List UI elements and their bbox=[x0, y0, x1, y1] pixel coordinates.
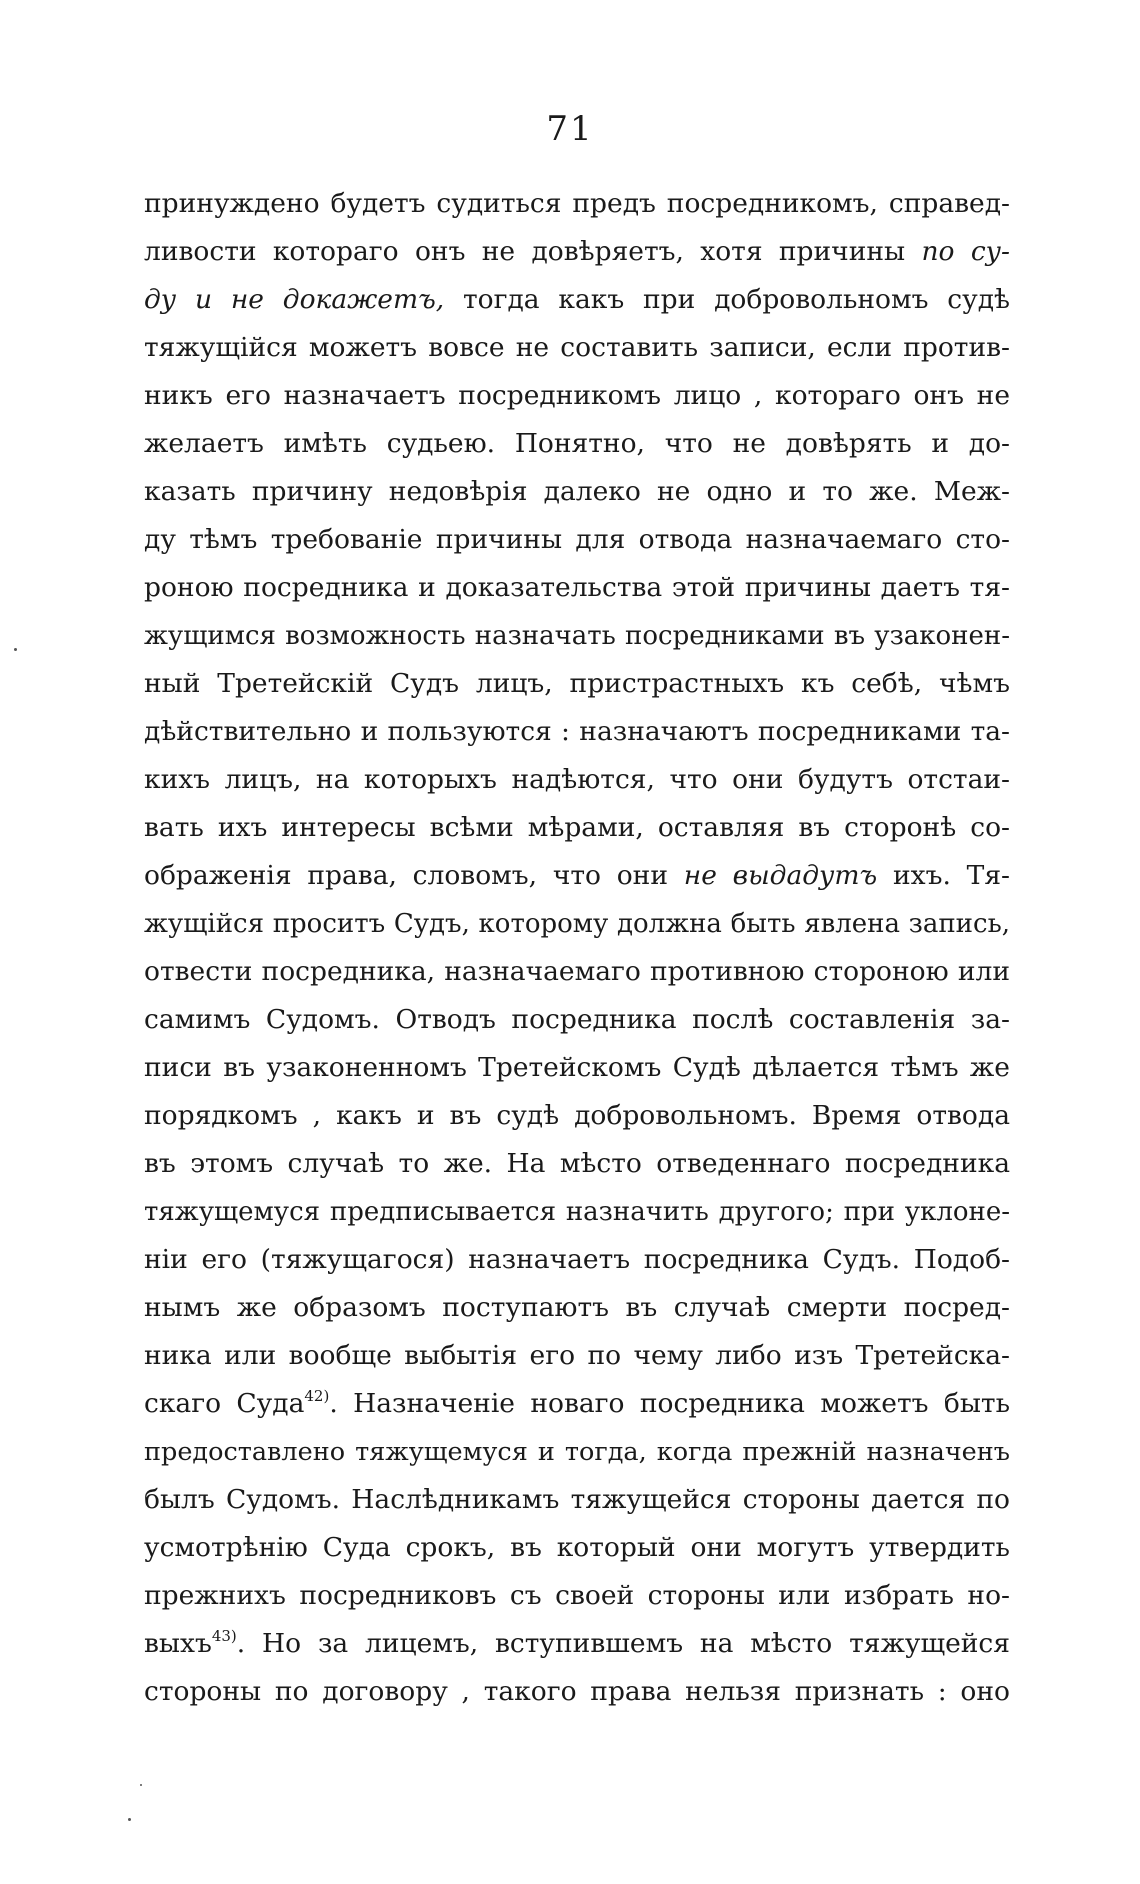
text-segment: ника или вообще выбытія его по чему либо изъ Третейска- bbox=[144, 1340, 1010, 1371]
text-segment: кихъ лицъ, на которыхъ надѣются, что они будутъ отстаи- bbox=[144, 764, 1010, 795]
text-line bbox=[144, 1524, 1010, 1572]
text-segment: тогда какъ при добровольномъ судѣ bbox=[444, 284, 1010, 315]
text-segment: самимъ Судомъ. Отводъ посредника послѣ составленія за- bbox=[144, 1004, 1010, 1035]
text-line bbox=[144, 852, 1010, 900]
text-line bbox=[144, 564, 1010, 612]
text-line bbox=[144, 1188, 1010, 1236]
text-segment: ливости котораго онъ не довѣряетъ, хотя причины bbox=[144, 236, 922, 267]
text-line bbox=[144, 660, 1010, 708]
text-line bbox=[144, 1140, 1010, 1188]
text-segment: желаетъ имѣть судьею. Понятно, что не довѣрять и до- bbox=[144, 428, 1010, 459]
margin-speck bbox=[128, 1818, 131, 1821]
text-segment: нымъ же образомъ поступаютъ въ случаѣ смерти посред- bbox=[144, 1292, 1010, 1323]
margin-speck bbox=[14, 648, 17, 651]
text-line bbox=[144, 1044, 1010, 1092]
text-segment: порядкомъ , какъ и въ судѣ добровольномъ. Время отвода bbox=[144, 1100, 1010, 1131]
text-line bbox=[144, 996, 1010, 1044]
text-line bbox=[144, 1572, 1010, 1620]
footnote-marker: 42) bbox=[304, 1387, 330, 1405]
text-line bbox=[144, 708, 1010, 756]
text-segment: жущимся возможность назначать посредниками въ узаконен- bbox=[144, 621, 1010, 651]
text-line bbox=[144, 1092, 1010, 1140]
italic-text: не выдадутъ bbox=[683, 860, 878, 891]
text-segment: отвести посредника, назначаемаго противною стороною или bbox=[144, 956, 1010, 987]
text-segment: выхъ bbox=[144, 1628, 212, 1659]
text-segment: ихъ. Тя- bbox=[877, 860, 1010, 891]
text-line bbox=[144, 756, 1010, 804]
page-number: 71 bbox=[546, 109, 594, 149]
text-segment: былъ Судомъ. Наслѣдникамъ тяжущейся стороны дается по bbox=[144, 1484, 1010, 1515]
text-line bbox=[144, 1476, 1010, 1524]
text-line bbox=[144, 1284, 1010, 1332]
text-line bbox=[144, 1428, 1010, 1476]
text-segment: жущійся проситъ Судъ, которому должна быть явлена запись, bbox=[144, 909, 1010, 939]
text-segment: никъ его назначаетъ посредникомъ лицо , котораго онъ не bbox=[144, 380, 1010, 411]
text-segment: тяжущемуся предписывается назначить другого; при уклоне- bbox=[144, 1197, 1010, 1227]
italic-text: ду и не докажетъ, bbox=[144, 284, 445, 315]
text-line bbox=[144, 1380, 1010, 1428]
text-line bbox=[144, 180, 1010, 228]
text-line bbox=[144, 468, 1010, 516]
text-line bbox=[144, 372, 1010, 420]
text-segment: усмотрѣнію Суда срокъ, въ который они могутъ утвердить bbox=[144, 1532, 1010, 1563]
text-line bbox=[144, 1620, 1010, 1668]
text-segment: писи въ узаконенномъ Третейскомъ Судѣ дѣлается тѣмъ же bbox=[144, 1052, 1010, 1083]
text-segment: предоставлено тяжущемуся и тогда, когда прежній назначенъ bbox=[144, 1437, 1010, 1467]
text-segment: стороны по договору , такого права нельзя признать : оно bbox=[144, 1676, 1010, 1707]
margin-speck bbox=[140, 1784, 142, 1786]
text-segment: . Но за лицемъ, вступившемъ на мѣсто тяжущейся bbox=[236, 1628, 1010, 1659]
text-line bbox=[144, 228, 1010, 276]
text-line bbox=[144, 324, 1010, 372]
text-line bbox=[144, 1668, 1010, 1716]
text-segment: ный Третейскій Судъ лицъ, пристрастныхъ къ себѣ, чѣмъ bbox=[144, 668, 1010, 699]
text-segment: дѣйствительно и пользуются : назначаютъ посредниками та- bbox=[144, 716, 1010, 747]
text-segment: казать причину недовѣрія далеко не одно и то же. Меж- bbox=[144, 476, 1010, 507]
text-segment: ду тѣмъ требованіе причины для отвода назначаемаго сто- bbox=[144, 524, 1010, 555]
text-segment: роною посредника и доказательства этой причины даетъ тя- bbox=[144, 572, 1010, 603]
text-segment: прежнихъ посредниковъ съ своей стороны или избрать но- bbox=[144, 1580, 1010, 1611]
text-line bbox=[144, 516, 1010, 564]
footnote-marker: 43) bbox=[211, 1627, 237, 1645]
text-segment: скаго Суда bbox=[144, 1388, 305, 1419]
text-line bbox=[144, 276, 1010, 324]
text-segment: вать ихъ интересы всѣми мѣрами, оставляя въ сторонѣ со- bbox=[144, 812, 1010, 843]
text-line bbox=[144, 804, 1010, 852]
text-line bbox=[144, 612, 1010, 660]
text-line bbox=[144, 948, 1010, 996]
text-segment: въ этомъ случаѣ то же. На мѣсто отведеннаго посредника bbox=[144, 1148, 1010, 1179]
text-segment: ніи его (тяжущагося) назначаетъ посредника Судъ. Подоб- bbox=[144, 1244, 1010, 1275]
text-line bbox=[144, 420, 1010, 468]
text-segment: тяжущійся можетъ вовсе не составить записи, если против- bbox=[144, 332, 1010, 363]
body-text bbox=[144, 180, 1010, 1716]
text-line bbox=[144, 1236, 1010, 1284]
text-segment: ображенія права, словомъ, что они bbox=[144, 860, 684, 891]
text-line bbox=[144, 1332, 1010, 1380]
text-line bbox=[144, 900, 1010, 948]
text-segment: принуждено будетъ судиться предъ посредникомъ, справед- bbox=[144, 188, 1010, 219]
text-segment: . Назначеніе новаго посредника можетъ быть bbox=[329, 1388, 1010, 1419]
italic-text: по су- bbox=[921, 236, 1010, 267]
